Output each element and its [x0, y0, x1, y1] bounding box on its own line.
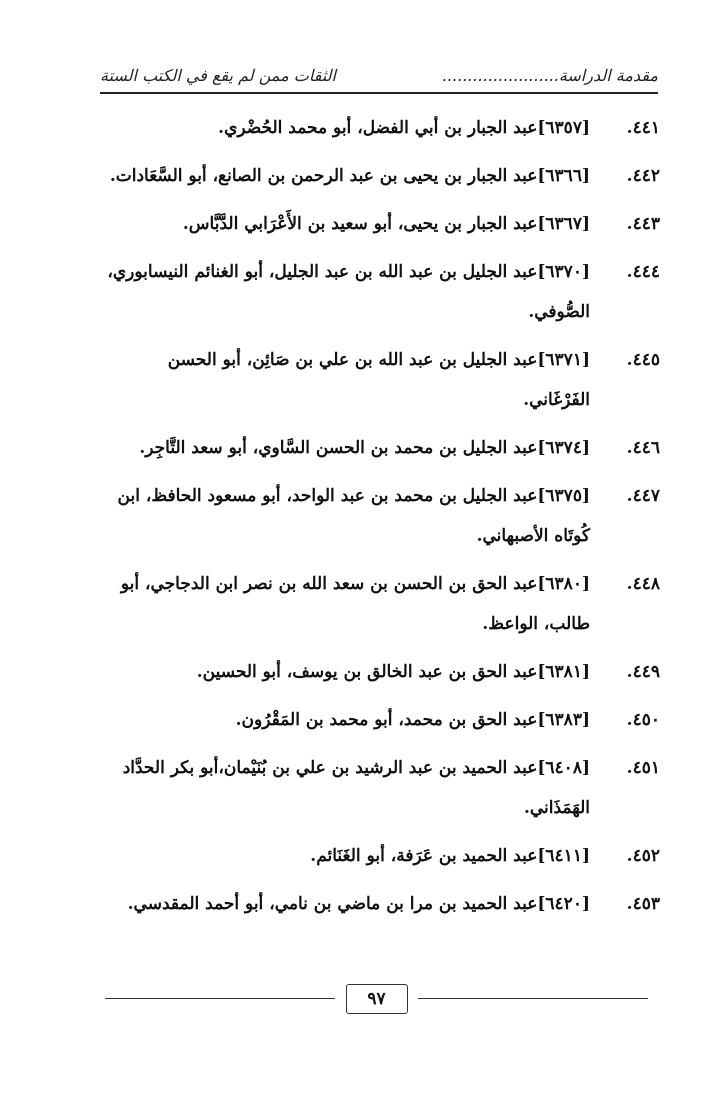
- entry-number: ٤٤٦.: [626, 438, 660, 458]
- entry-item: [100, 884, 660, 924]
- page-number: ٩٧: [346, 984, 408, 1014]
- entry-text: [٦٣٧٥]عبد الجليل بن محمد بن عبد الواحد، أبو مسعود الحافظ، ابن كُوتَاه الأصبهاني.: [117, 486, 590, 546]
- entry-item: [100, 748, 660, 828]
- entry-item: [100, 428, 660, 468]
- entry-text: [٦٣٧١]عبد الجليل بن عبد الله بن علي بن صَائِن، أبو الحسن الفَرْغَاني.: [167, 350, 590, 410]
- footer-rule-left: [105, 998, 335, 999]
- entry-number: ٤٤٥.: [626, 350, 660, 370]
- entry-number: ٤٤١.: [626, 118, 660, 138]
- entry-number: ٤٤٤.: [626, 262, 660, 282]
- entry-list: [100, 108, 660, 932]
- header-rule: [100, 92, 658, 94]
- entry-item: [100, 108, 660, 148]
- entry-text: [٦٣٧٠]عبد الجليل بن عبد الله بن عبد الجليل، أبو الغنائم النيسابوري، الصُّوفي.: [107, 262, 590, 322]
- entry-text: [٦٣٨٣]عبد الحق بن محمد، أبو محمد بن المَقْرُون.: [235, 710, 590, 730]
- entry-item: [100, 204, 660, 244]
- entry-text: [٦٤٢٠]عبد الحميد بن مرا بن ماضي بن نامي، أبو أحمد المقدسي.: [127, 894, 590, 914]
- entry-item: [100, 652, 660, 692]
- page-footer: [105, 980, 648, 1020]
- header-book-title: الثقات ممن لم يقع في الكتب الستة: [100, 66, 336, 85]
- entry-number: ٤٤٩.: [626, 662, 660, 682]
- entry-item: [100, 340, 660, 420]
- entry-text: [٦٣٥٧]عبد الجبار بن أبي الفضل، أبو محمد الحُضْري.: [218, 118, 590, 138]
- entry-number: ٤٥١.: [626, 758, 660, 778]
- entry-number: ٤٤٧.: [626, 486, 660, 506]
- entry-text: [٦٣٨١]عبد الحق بن عبد الخالق بن يوسف، أبو الحسين.: [196, 662, 590, 682]
- entry-item: [100, 564, 660, 644]
- entry-item: [100, 476, 660, 556]
- entry-number: ٤٥٣.: [626, 894, 660, 914]
- entry-number: ٤٤٣.: [626, 214, 660, 234]
- entry-item: [100, 700, 660, 740]
- footer-rule-right: [418, 998, 648, 999]
- entry-text: [٦٣٦٧]عبد الجبار بن يحيى، أبو سعيد بن الأَعْرَابي الدَّبَّاس.: [182, 214, 590, 234]
- entry-item: [100, 156, 660, 196]
- entry-number: ٤٤٢.: [626, 166, 660, 186]
- header-section-title: مقدمة الدراسة.......................: [441, 66, 658, 85]
- entry-text: [٦٤٠٨]عبد الحميد بن عبد الرشيد بن علي بن بُنَيْمان،أبو بكر الحدَّاد الهَمَذَاني.: [122, 758, 590, 818]
- running-header: [100, 66, 658, 85]
- entry-number: ٤٥٢.: [626, 846, 660, 866]
- entry-text: [٦٣٧٤]عبد الجليل بن محمد بن الحسن السَّاوي، أبو سعد التَّاجِر.: [139, 438, 590, 458]
- entry-item: [100, 836, 660, 876]
- entry-text: [٦٣٨٠]عبد الحق بن الحسن بن سعد الله بن نصر ابن الدجاجي، أبو طالب، الواعظ.: [120, 574, 590, 634]
- entry-text: [٦٣٦٦]عبد الجبار بن يحيى بن عبد الرحمن بن الصانع، أبو السَّعَادات.: [109, 166, 590, 186]
- entry-number: ٤٤٨.: [626, 574, 660, 594]
- entry-number: ٤٥٠.: [626, 710, 660, 730]
- entry-text: [٦٤١١]عبد الحميد بن عَرَفة، أبو الغَنَائم.: [310, 846, 590, 866]
- entry-item: [100, 252, 660, 332]
